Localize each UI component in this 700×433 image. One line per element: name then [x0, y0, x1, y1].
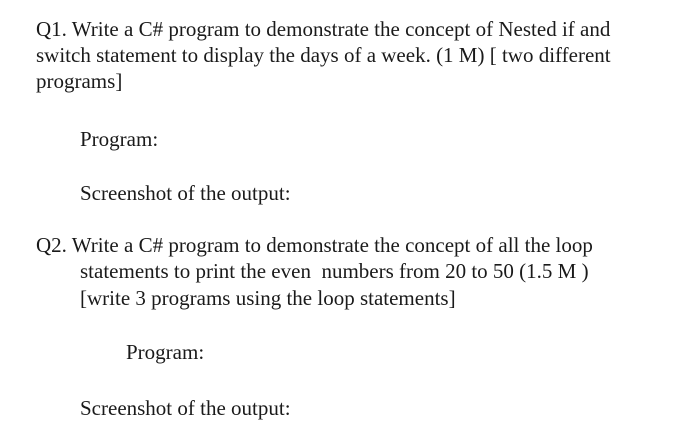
question-1-line-3: programs] [36, 69, 123, 93]
question-2-line-3: [write 3 programs using the loop statements] [80, 286, 456, 310]
question-1-program-label: Program: [80, 127, 159, 151]
question-2-program-label: Program: [126, 340, 205, 364]
question-1-line-2: switch statement to display the days of a week. (1 M) [ two different [36, 43, 611, 67]
question-2-screenshot-label: Screenshot of the output: [80, 396, 291, 420]
question-1-screenshot-label: Screenshot of the output: [80, 181, 291, 205]
question-2-line-2: statements to print the even numbers from 20 to 50 (1.5 M ) [80, 259, 589, 283]
question-1-line-1: Q1. Write a C# program to demonstrate the concept of Nested if and [36, 17, 611, 41]
question-2-line-1: Q2. Write a C# program to demonstrate the concept of all the loop [36, 233, 593, 257]
